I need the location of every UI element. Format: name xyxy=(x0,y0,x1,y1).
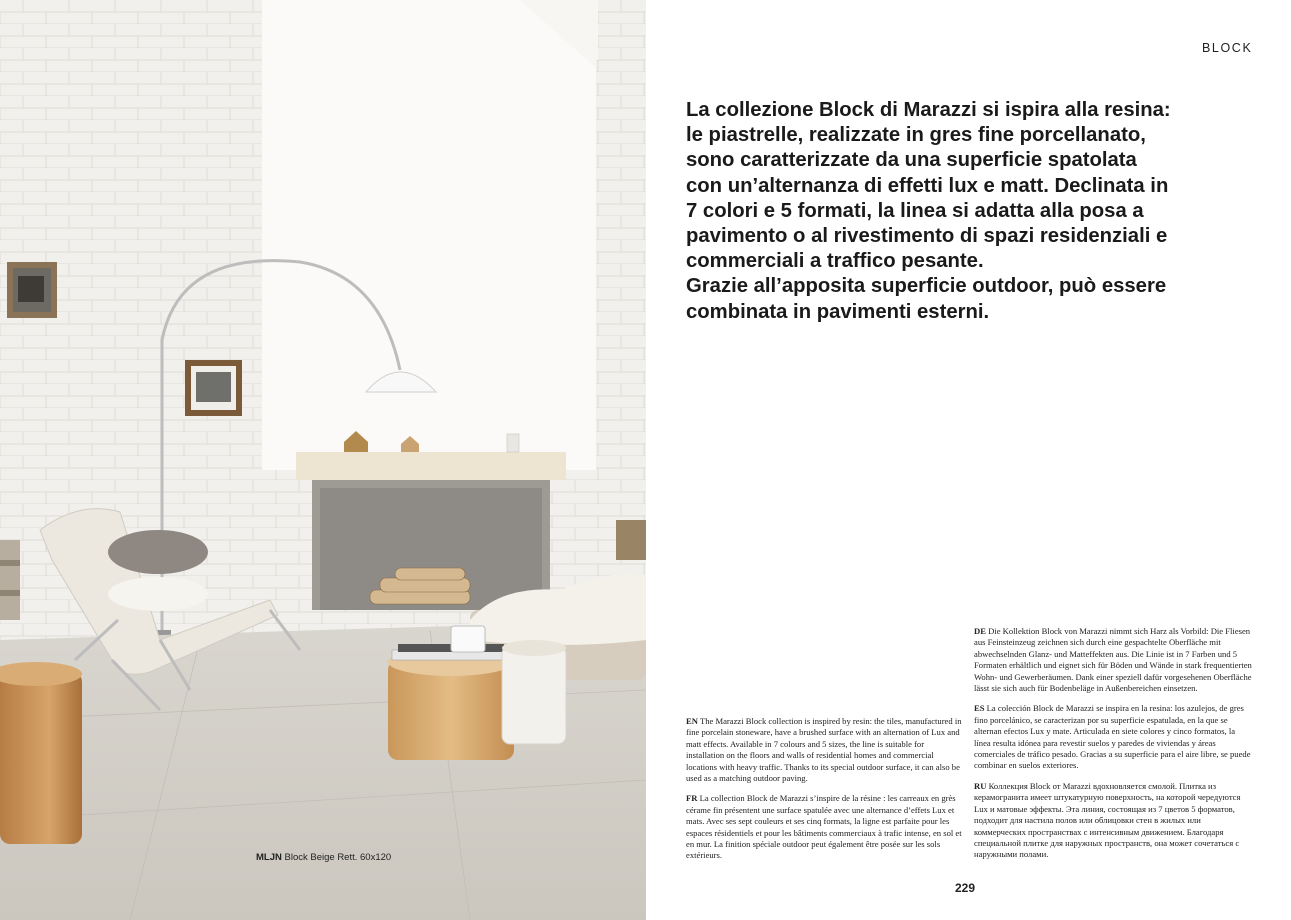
headline xyxy=(686,98,1176,325)
translation-en xyxy=(686,716,964,784)
translation-text-de: Die Kollektion Block von Marazzi nimmt sich Harz als Vorbild: Die Fliesen aus Feinsteinzeug zeichnen sich durch eine gespachtelte Oberfläche mit abwechselnden Glanz- und Matteffekten aus. Die Linie ist in 7 Farben und 5 Formaten erhältlich und eignet sich für Böden und Wände in stark frequentierten Wohn- und Gewerberäumen. Dank einer speziell dafür vorgesehenen Oberfläche lässt sie sich auch für Bodenbeläge in Außenbereichen einsetzen. xyxy=(974,626,1252,694)
translation-de xyxy=(974,626,1252,694)
translation-text-es: La colección Block de Marazzi se inspira en la resina: los azulejos, de gres fino porcelánico, se caracterizan por su superficie espatulada, en la que se alternan efectos Lux y mate. Articulada en siete colores y cinco formatos, la línea resulta idónea para revestir suelos y paredes de viviendas y áreas comerciales de tráfico pesado. Gracias a su superficie para el aire libre, se puede combinar en suelos exteriores. xyxy=(974,703,1251,771)
translation-column-left xyxy=(686,716,964,871)
section-label: BLOCK xyxy=(1202,41,1253,55)
translation-text-ru: Коллекция Block от Marazzi вдохновляется смолой. Плитка из керамогранита имеет штукатурную поверхность, на которой чередуются Lux и матовые эффекты. Эта линия, состоящая из 7 цветов 5 форматов, подходит для настила полов или облицовки стен в жилых или коммерческих пространствах с интенсивным движением. Благодаря специальной плитке для наружных пространств, она может сочетаться с наружными полами. xyxy=(974,780,1241,860)
lang-code-de: DE xyxy=(974,626,986,636)
translation-fr xyxy=(686,793,964,861)
headline-paragraph-1: La collezione Block di Marazzi si ispira alla resina: le piastrelle, realizzate in gres fine porcellanato, sono caratterizzate da una superficie spatolata con un’alternanza di effetti lux e matt. Declinata in 7 colori e 5 formati, la linea si adatta alla posa a pavimento o al rivestimento di spazi residenziali e commerciali a traffico pesante. xyxy=(686,99,1171,273)
lang-code-en: EN xyxy=(686,716,698,726)
headline-paragraph-2: Grazie all’apposita superficie outdoor, può essere combinata in pavimenti esterni. xyxy=(686,275,1167,323)
page-number: 229 xyxy=(955,881,976,895)
translation-ru xyxy=(974,781,1252,861)
translation-text-en: The Marazzi Block collection is inspired by resin: the tiles, manufactured in fine porcelain stoneware, have a brushed surface with an alternation of Lux and matt effects. Available in 7 colours and 5 sizes, the line is suitable for installation on the floors and walls of residential homes and commercial locations with heavy traffic. Thanks to its special outdoor surface, it can also be used as a matching outdoor paving. xyxy=(686,716,962,784)
translation-column-right xyxy=(974,626,1252,870)
lang-code-ru: RU xyxy=(974,780,987,791)
translation-text-fr: La collection Block de Marazzi s’inspire de la résine : les carreaux en grès cérame fin présentent une surface spatulée avec une alternance d’effets Lux et mats. Avec ses sept couleurs et ses cinq formats, la ligne est parfaite pour les espaces résidentiels et pour les bâtiments commerciaux à trafic intense, en sol et en mur. La finition spéciale outdoor peut également être posée sur les sols extérieurs. xyxy=(686,793,962,861)
caption-code: MLJN xyxy=(256,852,282,863)
photo-caption xyxy=(256,852,391,863)
lang-code-fr: FR xyxy=(686,793,698,804)
caption-text: Block Beige Rett. 60x120 xyxy=(284,852,392,863)
lang-code-es: ES xyxy=(974,703,985,714)
translation-es xyxy=(974,703,1252,771)
